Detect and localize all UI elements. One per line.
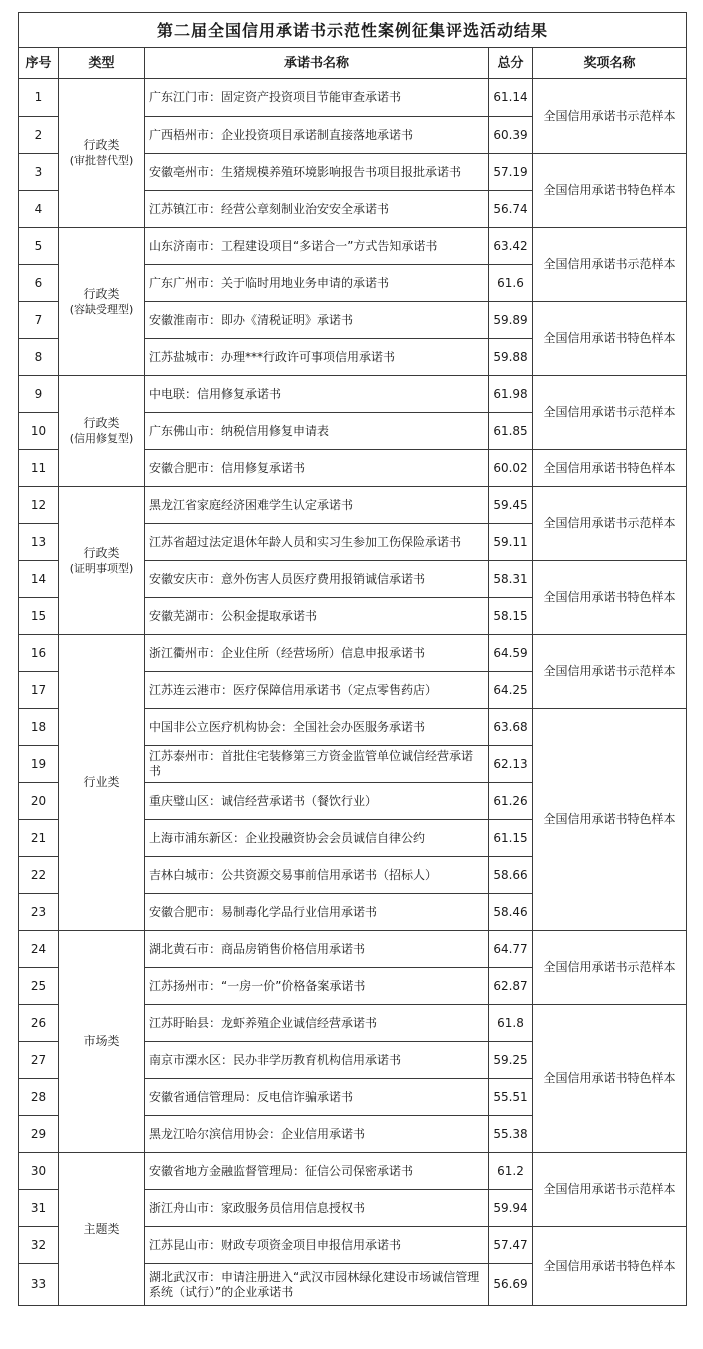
- row-score: 57.47: [489, 1227, 533, 1264]
- row-seq: 14: [19, 561, 59, 598]
- award-cell: 全国信用承诺书特色样本: [533, 1005, 687, 1153]
- award-cell: 全国信用承诺书特色样本: [533, 561, 687, 635]
- row-seq: 12: [19, 487, 59, 524]
- category-label: 行政类: [83, 286, 120, 301]
- award-cell: 全国信用承诺书示范样本: [533, 1153, 687, 1227]
- row-score: 61.85: [489, 413, 533, 450]
- row-score: 61.6: [489, 265, 533, 302]
- award-cell: 全国信用承诺书特色样本: [533, 154, 687, 228]
- row-seq: 27: [19, 1042, 59, 1079]
- row-seq: 31: [19, 1190, 59, 1227]
- row-score: 63.42: [489, 228, 533, 265]
- row-name: 黑龙江哈尔滨信用协会：企业信用承诺书: [145, 1116, 489, 1153]
- header-score: 总分: [489, 48, 533, 79]
- row-seq: 4: [19, 191, 59, 228]
- row-score: 55.38: [489, 1116, 533, 1153]
- category-label: 行政类: [83, 545, 120, 560]
- category-sublabel: (容缺受理型): [69, 302, 134, 316]
- row-seq: 28: [19, 1079, 59, 1116]
- row-name: 江苏连云港市：医疗保障信用承诺书（定点零售药店）: [145, 672, 489, 709]
- award-cell: 全国信用承诺书示范样本: [533, 376, 687, 450]
- category-sublabel: (证明事项型): [69, 561, 134, 575]
- category-cell: [59, 1153, 145, 1306]
- row-seq: 6: [19, 265, 59, 302]
- category-sublabel: (审批替代型): [69, 154, 134, 167]
- header-type: 类型: [59, 48, 145, 79]
- row-score: 61.14: [489, 79, 533, 117]
- row-seq: 22: [19, 857, 59, 894]
- award-cell: 全国信用承诺书特色样本: [533, 302, 687, 376]
- row-seq: 20: [19, 783, 59, 820]
- row-score: 59.94: [489, 1190, 533, 1227]
- row-name: 江苏扬州市：“一房一价”价格备案承诺书: [145, 968, 489, 1005]
- row-name: 江苏盐城市：办理***行政许可事项信用承诺书: [145, 339, 489, 376]
- category-label: 主题类: [83, 1221, 120, 1236]
- row-seq: 33: [19, 1264, 59, 1306]
- row-seq: 2: [19, 117, 59, 154]
- row-seq: 7: [19, 302, 59, 339]
- row-score: 59.88: [489, 339, 533, 376]
- row-score: 60.39: [489, 117, 533, 154]
- row-seq: 18: [19, 709, 59, 746]
- row-seq: 24: [19, 931, 59, 968]
- row-seq: 15: [19, 598, 59, 635]
- table-row: [19, 635, 687, 672]
- row-name: 浙江衢州市：企业住所（经营场所）信息申报承诺书: [145, 635, 489, 672]
- row-name: 浙江舟山市：家政服务员信用信息授权书: [145, 1190, 489, 1227]
- row-score: 61.98: [489, 376, 533, 413]
- row-name: 湖北武汉市：申请注册进入“武汉市园林绿化建设市场诚信管理系统（试行）”的企业承诺书: [145, 1264, 489, 1306]
- row-score: 59.25: [489, 1042, 533, 1079]
- row-seq: 29: [19, 1116, 59, 1153]
- row-name: 江苏盱眙县：龙虾养殖企业诚信经营承诺书: [145, 1005, 489, 1042]
- row-seq: 17: [19, 672, 59, 709]
- table-row: [19, 376, 687, 413]
- results-table: [18, 12, 687, 1306]
- row-score: 63.68: [489, 709, 533, 746]
- category-cell: [59, 931, 145, 1153]
- row-score: 58.46: [489, 894, 533, 931]
- row-seq: 9: [19, 376, 59, 413]
- table-row: [19, 931, 687, 968]
- row-seq: 11: [19, 450, 59, 487]
- award-cell: 全国信用承诺书示范样本: [533, 487, 687, 561]
- row-name: 安徽合肥市：易制毒化学品行业信用承诺书: [145, 894, 489, 931]
- award-cell: 全国信用承诺书示范样本: [533, 931, 687, 1005]
- row-score: 61.2: [489, 1153, 533, 1190]
- award-cell: 全国信用承诺书特色样本: [533, 1227, 687, 1306]
- row-name: 江苏镇江市：经营公章刻制业治安安全承诺书: [145, 191, 489, 228]
- header-seq: 序号: [19, 48, 59, 79]
- row-name: 江苏泰州市：首批住宅装修第三方资金监管单位诚信经营承诺书: [145, 746, 489, 783]
- row-score: 59.45: [489, 487, 533, 524]
- category-cell: [59, 487, 145, 635]
- row-name: 湖北黄石市：商品房销售价格信用承诺书: [145, 931, 489, 968]
- category-label: 行业类: [83, 775, 120, 789]
- row-score: 56.69: [489, 1264, 533, 1306]
- row-seq: 3: [19, 154, 59, 191]
- row-name: 广东佛山市：纳税信用修复申请表: [145, 413, 489, 450]
- category-cell: [59, 635, 145, 931]
- row-name: 南京市溧水区：民办非学历教育机构信用承诺书: [145, 1042, 489, 1079]
- row-score: 56.74: [489, 191, 533, 228]
- row-seq: 30: [19, 1153, 59, 1190]
- row-score: 55.51: [489, 1079, 533, 1116]
- row-seq: 23: [19, 894, 59, 931]
- row-seq: 21: [19, 820, 59, 857]
- row-score: 58.15: [489, 598, 533, 635]
- row-seq: 8: [19, 339, 59, 376]
- row-score: 64.77: [489, 931, 533, 968]
- table-row: [19, 487, 687, 524]
- row-score: 60.02: [489, 450, 533, 487]
- row-name: 中电联：信用修复承诺书: [145, 376, 489, 413]
- award-cell: 全国信用承诺书示范样本: [533, 228, 687, 302]
- row-seq: 13: [19, 524, 59, 561]
- award-cell: 全国信用承诺书示范样本: [533, 79, 687, 154]
- row-name: 安徽芜湖市：公积金提取承诺书: [145, 598, 489, 635]
- row-name: 安徽安庆市：意外伤害人员医疗费用报销诚信承诺书: [145, 561, 489, 598]
- award-cell: 全国信用承诺书示范样本: [533, 635, 687, 709]
- row-name: 安徽省地方金融监督管理局：征信公司保密承诺书: [145, 1153, 489, 1190]
- row-score: 57.19: [489, 154, 533, 191]
- row-score: 62.13: [489, 746, 533, 783]
- row-name: 安徽淮南市：即办《清税证明》承诺书: [145, 302, 489, 339]
- header-row: [19, 48, 687, 79]
- row-score: 61.8: [489, 1005, 533, 1042]
- category-label: 市场类: [83, 1034, 120, 1048]
- row-score: 61.15: [489, 820, 533, 857]
- header-award: 奖项名称: [533, 48, 687, 79]
- table-title: 第二届全国信用承诺书示范性案例征集评选活动结果: [19, 13, 687, 48]
- row-name: 安徽合肥市：信用修复承诺书: [145, 450, 489, 487]
- category-cell: [59, 228, 145, 376]
- row-score: 64.25: [489, 672, 533, 709]
- table-row: [19, 1153, 687, 1190]
- row-name: 广东广州市：关于临时用地业务申请的承诺书: [145, 265, 489, 302]
- row-score: 64.59: [489, 635, 533, 672]
- row-seq: 10: [19, 413, 59, 450]
- category-sublabel: (信用修复型): [69, 432, 134, 445]
- table-row: [19, 228, 687, 265]
- row-score: 59.89: [489, 302, 533, 339]
- row-score: 59.11: [489, 524, 533, 561]
- row-name: 山东济南市：工程建设项目“多诺合一”方式告知承诺书: [145, 228, 489, 265]
- header-name: 承诺书名称: [145, 48, 489, 79]
- row-score: 58.66: [489, 857, 533, 894]
- row-name: 吉林白城市：公共资源交易事前信用承诺书（招标人）: [145, 857, 489, 894]
- row-seq: 25: [19, 968, 59, 1005]
- row-name: 重庆璧山区：诚信经营承诺书（餐饮行业）: [145, 783, 489, 820]
- row-seq: 19: [19, 746, 59, 783]
- row-seq: 32: [19, 1227, 59, 1264]
- category-cell: [59, 79, 145, 228]
- row-name: 江苏昆山市：财政专项资金项目申报信用承诺书: [145, 1227, 489, 1264]
- award-cell: 全国信用承诺书特色样本: [533, 709, 687, 931]
- row-score: 58.31: [489, 561, 533, 598]
- row-name: 上海市浦东新区：企业投融资协会会员诚信自律公约: [145, 820, 489, 857]
- row-seq: 26: [19, 1005, 59, 1042]
- row-name: 黑龙江省家庭经济困难学生认定承诺书: [145, 487, 489, 524]
- row-name: 安徽亳州市：生猪规模养殖环境影响报告书项目报批承诺书: [145, 154, 489, 191]
- row-name: 广西梧州市：企业投资项目承诺制直接落地承诺书: [145, 117, 489, 154]
- row-score: 61.26: [489, 783, 533, 820]
- table-row: [19, 79, 687, 117]
- row-name: 安徽省通信管理局：反电信诈骗承诺书: [145, 1079, 489, 1116]
- row-name: 江苏省超过法定退休年龄人员和实习生参加工伤保险承诺书: [145, 524, 489, 561]
- row-seq: 1: [19, 79, 59, 117]
- row-seq: 5: [19, 228, 59, 265]
- award-cell: 全国信用承诺书特色样本: [533, 450, 687, 487]
- category-label: 行政类: [83, 416, 120, 430]
- row-name: 中国非公立医疗机构协会：全国社会办医服务承诺书: [145, 709, 489, 746]
- row-name: 广东江门市：固定资产投资项目节能审查承诺书: [145, 79, 489, 117]
- row-seq: 16: [19, 635, 59, 672]
- row-score: 62.87: [489, 968, 533, 1005]
- category-cell: [59, 376, 145, 487]
- category-label: 行政类: [83, 138, 120, 152]
